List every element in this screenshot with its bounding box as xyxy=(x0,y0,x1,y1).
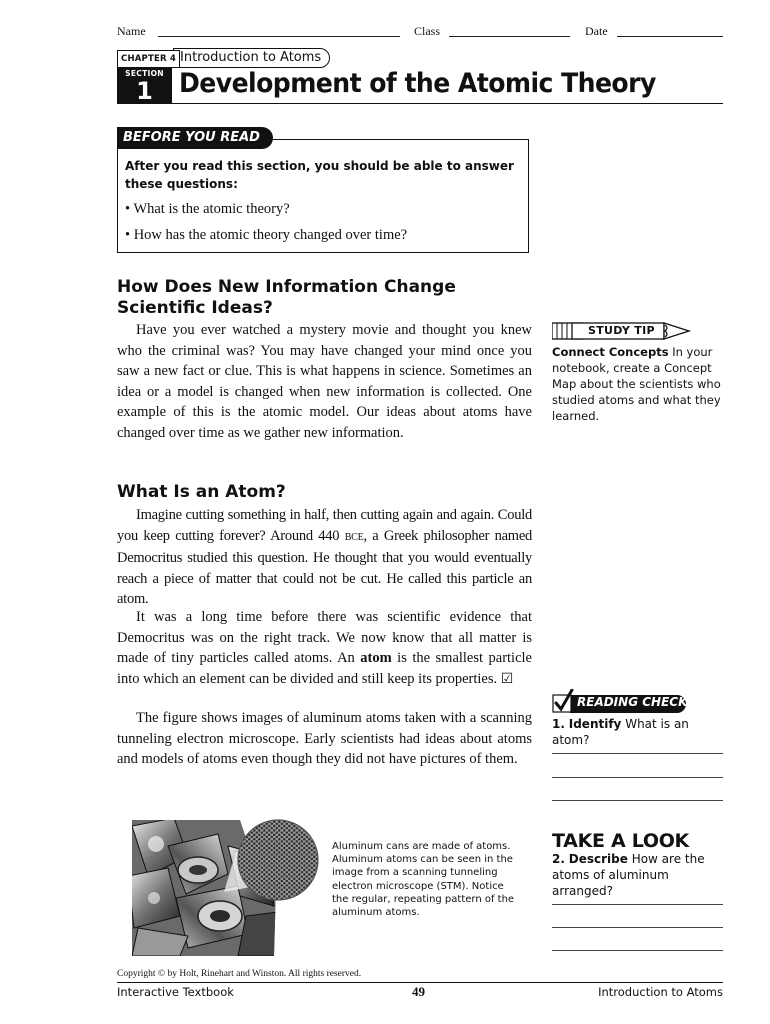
section-heading-what-is-atom: What Is an Atom? xyxy=(117,482,286,502)
question-text: What is an atom? xyxy=(552,717,689,747)
paragraph-figure-intro xyxy=(117,708,532,770)
copyright-notice: Copyright © by Holt, Rinehart and Winston. All rights reserved. xyxy=(117,969,362,979)
question-number: 1. xyxy=(552,717,565,731)
section-label: SECTION xyxy=(125,69,164,78)
study-tip-body: In your notebook, create a Concept Map about the scientists who studied atoms and what they learned. xyxy=(552,345,721,423)
name-field[interactable] xyxy=(158,36,400,37)
footer-divider xyxy=(117,982,723,983)
chapter-tag: CHAPTER 4 xyxy=(117,50,180,68)
section-badge xyxy=(117,67,172,103)
take-a-look-question xyxy=(552,851,727,899)
question-number: 2. xyxy=(552,852,565,866)
chapter-title: Introduction to Atoms xyxy=(173,48,330,68)
aluminum-cans-figure xyxy=(128,816,326,956)
title-divider xyxy=(117,103,723,104)
page-title: Development of the Atomic Theory xyxy=(179,68,656,99)
paragraph-text: , a Greek philosopher named Democritus studied this question. He thought that you would eventually reach a piece of matter that could not be cut. He called this particle an atom. xyxy=(117,527,533,607)
section-heading-new-information xyxy=(117,277,456,319)
date-label: Date xyxy=(585,24,608,38)
answer-line[interactable] xyxy=(552,904,723,905)
paragraph-text: Have you ever watched a mystery movie and thought you knew who the criminal was? You may have changed your mind once you saw a new fact or clue. This is what happens in science. Sometimes an idea or a model is changed when new information is collected. One example of this is the atomic model. Our ideas about atoms have changed over time as we gather new information. xyxy=(117,322,532,441)
paragraph-democritus xyxy=(117,505,532,610)
answer-line[interactable] xyxy=(552,753,723,754)
era-abbreviation: BCE xyxy=(344,531,364,543)
date-field[interactable] xyxy=(617,36,723,37)
name-label: Name xyxy=(117,24,146,38)
before-you-read-heading: BEFORE YOU READ xyxy=(117,127,273,149)
paragraph-text: Imagine cutting something in half, then cutting again and again. Could you keep cutting forever? Around 440 xyxy=(117,507,532,544)
study-tip-label: STUDY TIP xyxy=(588,324,655,337)
section-number: 1 xyxy=(136,77,153,105)
study-tip-text xyxy=(552,344,727,424)
before-you-read-question: • How has the atomic theory changed over time? xyxy=(125,227,408,243)
answer-line[interactable] xyxy=(552,950,723,951)
footer-book-title: Interactive Textbook xyxy=(117,985,234,999)
class-field[interactable] xyxy=(449,36,570,37)
paragraph-text: The figure shows images of aluminum atoms taken with a scanning tunneling electron microscope. Early scientists had ideas about atoms and models of atoms even though they did not have pictures of them. xyxy=(117,710,532,767)
reading-check-question xyxy=(552,716,727,748)
footer-chapter-title: Introduction to Atoms xyxy=(598,985,723,999)
question-text: How are the atoms of aluminum arranged? xyxy=(552,852,705,898)
take-a-look-heading: TAKE A LOOK xyxy=(552,830,689,852)
heading-line: Scientific Ideas? xyxy=(117,298,273,318)
question-lead: Identify xyxy=(568,717,622,731)
page-number: 49 xyxy=(412,984,425,999)
class-label: Class xyxy=(414,24,441,38)
paragraph-text: is the smallest particle into which an element can be divided and still keep its properties. xyxy=(117,650,532,687)
stm-atoms-image xyxy=(238,820,318,900)
paragraph-new-information xyxy=(117,320,532,443)
before-you-read-question: • What is the atomic theory? xyxy=(125,201,290,217)
answer-line[interactable] xyxy=(552,927,723,928)
answer-line[interactable] xyxy=(552,777,723,778)
paragraph-text: It was a long time before there was scientific evidence that Democritus was on the right track. We now know that all matter is made of tiny particles called atoms. An xyxy=(117,609,532,666)
reading-check-icon: ☑ xyxy=(500,670,514,687)
before-you-read-intro: After you read this section, you should be able to answer these questions: xyxy=(125,159,514,191)
figure-caption: Aluminum cans are made of atoms. Aluminum atoms can be seen in the image from a scanning tunneling electron microscope (STM). Notice the regular, repeating pattern of the aluminum atoms. xyxy=(332,841,515,919)
study-tip-lead: Connect Concepts xyxy=(552,345,669,359)
paragraph-atom-definition xyxy=(117,607,532,689)
reading-check-label: READING CHECK xyxy=(577,695,688,709)
vocab-term-atom: atom xyxy=(360,650,392,666)
question-lead: Describe xyxy=(568,852,628,866)
answer-line[interactable] xyxy=(552,800,723,801)
heading-line: How Does New Information Change xyxy=(117,277,456,297)
pencil-tip-icon xyxy=(664,323,689,339)
